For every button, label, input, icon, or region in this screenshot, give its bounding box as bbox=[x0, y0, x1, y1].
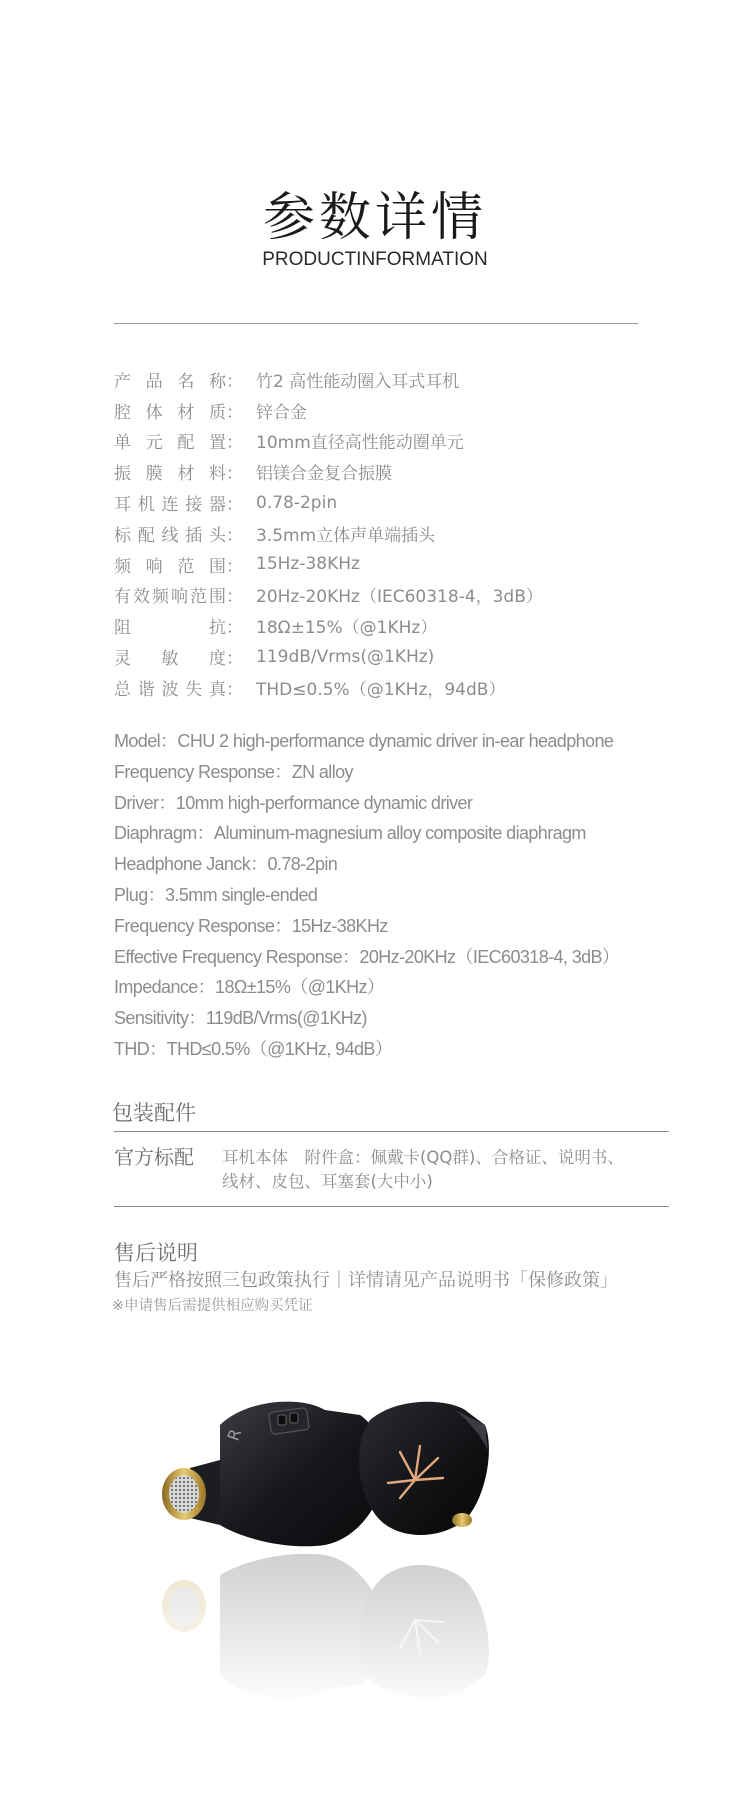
spec-value: 3.5mm立体声单端插头 bbox=[256, 525, 436, 546]
spec-colon: ： bbox=[226, 402, 243, 423]
spec-line-en: Effective Frequency Response：20Hz-20KHz（IEC60318-4, 3dB） bbox=[114, 946, 620, 967]
spec-value: THD≤0.5%（@1KHz，94dB） bbox=[256, 679, 506, 700]
spec-row bbox=[114, 456, 674, 487]
earpiece-left bbox=[359, 1402, 489, 1535]
spec-label: 标配线插头 bbox=[114, 525, 226, 546]
spec-list-zh bbox=[114, 364, 674, 703]
spec-colon: ： bbox=[226, 679, 243, 700]
spec-label: 频响范围 bbox=[114, 556, 226, 577]
spec-label: 总谐波失真 bbox=[114, 679, 226, 700]
spec-line-en: Frequency Response：ZN alloy bbox=[114, 761, 353, 782]
spec-line-en: Diaphragm：Aluminum-magnesium alloy composite diaphragm bbox=[114, 823, 586, 844]
earpiece-right bbox=[162, 1402, 385, 1547]
spec-row bbox=[114, 672, 674, 703]
spec-line-en: Impedance：18Ω±15%（@1KHz） bbox=[114, 977, 385, 998]
package-contents-line: 线材、皮包、耳塞套(大中小) bbox=[222, 1172, 433, 1191]
spec-row bbox=[114, 580, 674, 611]
spec-colon: ： bbox=[226, 556, 243, 577]
package-title: 包装配件 bbox=[112, 1101, 196, 1125]
spec-colon: ： bbox=[226, 587, 243, 608]
after-sales-title: 售后说明 bbox=[114, 1241, 198, 1265]
spec-label: 产品名称 bbox=[114, 371, 226, 392]
spec-row bbox=[114, 518, 674, 549]
reflection-fade bbox=[150, 1550, 580, 1710]
package-contents-line: 耳机本体 附件盒：佩戴卡(QQ群)、合格证、说明书、 bbox=[222, 1148, 624, 1167]
spec-colon: ： bbox=[226, 525, 243, 546]
spec-value: 15Hz-38KHz bbox=[256, 554, 360, 575]
spec-label: 阻抗 bbox=[114, 618, 226, 639]
package-label: 官方标配 bbox=[114, 1145, 194, 1169]
spec-value: 竹2 高性能动圈入耳式耳机 bbox=[256, 371, 460, 392]
spec-list-en bbox=[114, 726, 674, 1065]
spec-value: 20Hz-20KHz（IEC60318-4，3dB） bbox=[256, 587, 543, 608]
spec-row bbox=[114, 487, 674, 518]
page-title-en: PRODUCTINFORMATION bbox=[262, 249, 488, 270]
spec-row bbox=[114, 426, 674, 457]
spec-colon: ： bbox=[226, 495, 243, 516]
spec-label: 耳机连接器 bbox=[114, 495, 226, 516]
spec-colon: ： bbox=[226, 371, 243, 392]
spec-line-en: THD：THD≤0.5%（@1KHz, 94dB） bbox=[114, 1038, 393, 1059]
channel-letter: R bbox=[223, 1426, 246, 1444]
spec-colon: ： bbox=[226, 618, 243, 639]
spec-value: 铝镁合金复合振膜 bbox=[256, 464, 392, 485]
spec-line-en: Plug：3.5mm single-ended bbox=[114, 884, 318, 905]
spec-value: 119dB/Vrms(@1KHz) bbox=[256, 646, 435, 667]
spec-row bbox=[114, 610, 674, 641]
package-divider-top bbox=[114, 1131, 669, 1132]
after-sales-policy: 售后严格按照三包政策执行｜详情请见产品说明书「保修政策」 bbox=[114, 1270, 618, 1291]
spec-colon: ： bbox=[226, 433, 243, 454]
spec-colon: ： bbox=[226, 464, 243, 485]
spec-row bbox=[114, 641, 674, 672]
spec-value: 0.78-2pin bbox=[256, 492, 338, 513]
spec-line-en: Headphone Janck：0.78-2pin bbox=[114, 854, 338, 875]
title-divider bbox=[114, 323, 638, 324]
spec-colon: ： bbox=[226, 649, 243, 670]
page-title-zh: 参数详情 bbox=[262, 188, 487, 248]
package-contents bbox=[222, 1146, 677, 1194]
spec-line-en: Sensitivity：119dB/Vrms(@1KHz) bbox=[114, 1008, 367, 1029]
spec-row bbox=[114, 364, 674, 395]
spec-label: 灵敏度 bbox=[114, 649, 226, 670]
spec-label: 有效频响范围 bbox=[114, 587, 226, 608]
spec-line-en: Driver：10mm high-performance dynamic driver bbox=[114, 792, 473, 813]
spec-line-en: Frequency Response：15Hz-38KHz bbox=[114, 915, 388, 936]
spec-label: 单元配置 bbox=[114, 433, 226, 454]
spec-value: 10mm直径高性能动圈单元 bbox=[256, 433, 464, 454]
earphones-product-image bbox=[150, 1380, 580, 1710]
after-sales-note: ※申请售后需提供相应购买凭证 bbox=[112, 1298, 313, 1314]
spec-row bbox=[114, 395, 674, 426]
package-divider-bottom bbox=[114, 1206, 669, 1207]
spec-value: 锌合金 bbox=[256, 402, 307, 423]
spec-value: 18Ω±15%（@1KHz） bbox=[256, 618, 438, 639]
spec-row bbox=[114, 549, 674, 580]
spec-label: 振膜材料 bbox=[114, 464, 226, 485]
spec-label: 腔体材质 bbox=[114, 402, 226, 423]
spec-line-en: Model：CHU 2 high-performance dynamic driver in-ear headphone bbox=[114, 731, 614, 751]
